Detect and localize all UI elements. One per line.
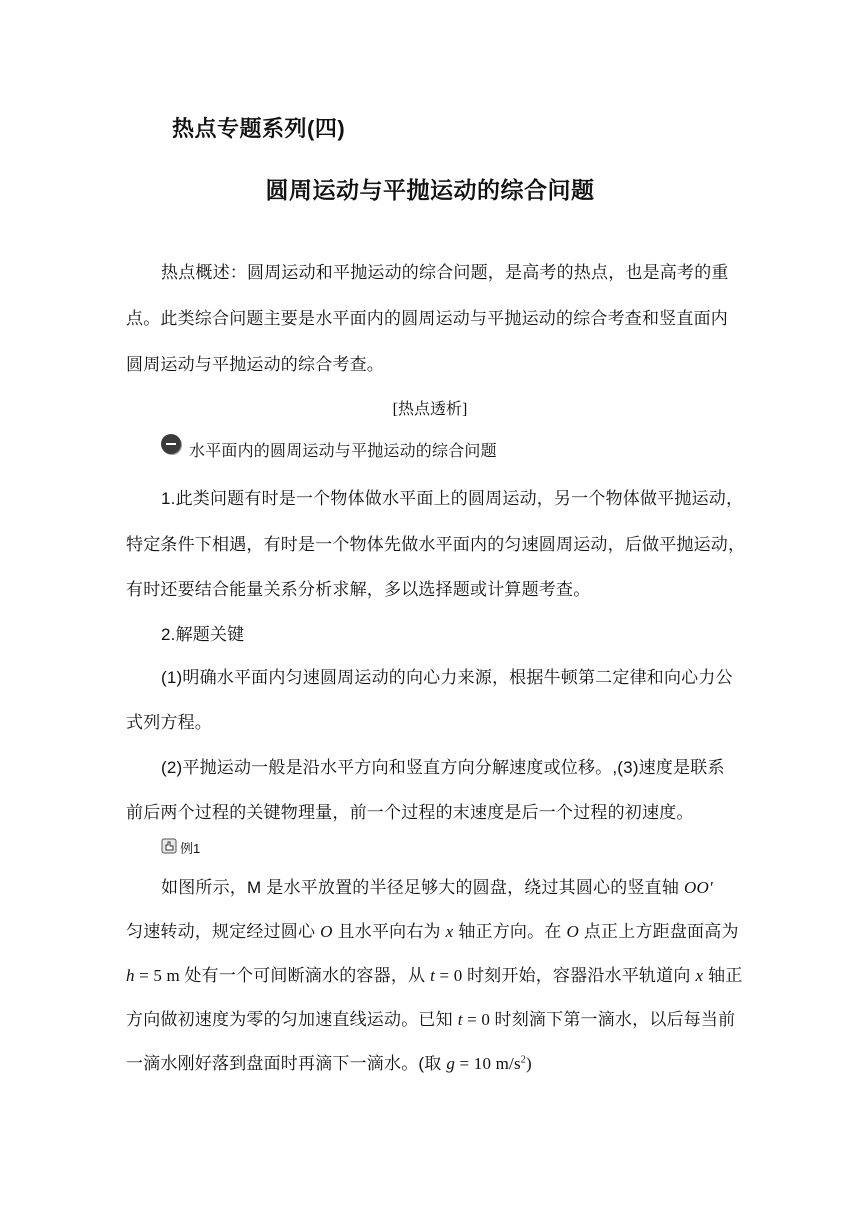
page-title: 圆周运动与平抛运动的综合问题	[265, 177, 595, 203]
example-line-1: 如图所示，M 是水平放置的半径足够大的圆盘，绕过其圆心的竖直轴 OO′	[161, 878, 713, 897]
hand-pointer-icon	[161, 838, 177, 854]
example-line-3: h = 5 m 处有一个可间断滴水的容器，从 t = 0 时刻开始，容器沿水平轨道向 x 轴正	[126, 966, 743, 985]
minus-circle-icon	[161, 434, 181, 454]
paragraph-3-line-2: 式列方程。	[126, 713, 212, 732]
paragraph-1-line-3: 有时还要结合能量关系分析求解，多以选择题或计算题考查。	[126, 580, 591, 599]
paragraph-2: 2.解题关键	[161, 625, 245, 644]
paragraph-3-line-1: (1)明确水平面内匀速圆周运动的向心力来源，根据牛顿第二定律和向心力公	[161, 668, 733, 687]
paragraph-4-line-2: 前后两个过程的关键物理量，前一个过程的末速度是后一个过程的初速度。	[126, 803, 694, 822]
paragraph-4-line-1: (2)平抛运动一般是沿水平方向和竖直方向分解速度或位移。,(3)速度是联系	[161, 758, 725, 777]
overview-line-1: 热点概述：圆周运动和平抛运动的综合问题，是高考的热点，也是高考的重	[161, 263, 729, 282]
overview-line-3: 圆周运动与平抛运动的综合考查。	[126, 355, 384, 374]
section-heading: 水平面内的圆周运动与平抛运动的综合问题	[189, 443, 497, 460]
example-line-4: 方向做初速度为零的匀加速直线运动。已知 t = 0 时刻滴下第一滴水，以后每当前	[126, 1010, 736, 1029]
overview-line-2: 点。此类综合问题主要是水平面内的圆周运动与平抛运动的综合考查和竖直面内	[126, 309, 728, 328]
analysis-label: [热点透析]	[392, 401, 468, 418]
series-title: 热点专题系列(四)	[172, 116, 346, 141]
example-label: 例1	[180, 841, 201, 856]
paragraph-1-line-2: 特定条件下相遇，有时是一个物体先做水平面内的匀速圆周运动，后做平抛运动，	[126, 535, 746, 554]
paragraph-1-line-1: 1.此类问题有时是一个物体做水平面上的圆周运动，另一个物体做平抛运动，	[161, 489, 744, 508]
example-line-5: 一滴水刚好落到盘面时再滴下一滴水。(取 g = 10 $m/s^2$)	[126, 1054, 532, 1073]
example-line-2: 匀速转动，规定经过圆心 O 且水平向右为 x 轴正方向。在 O 点正上方距盘面高为	[126, 922, 739, 941]
